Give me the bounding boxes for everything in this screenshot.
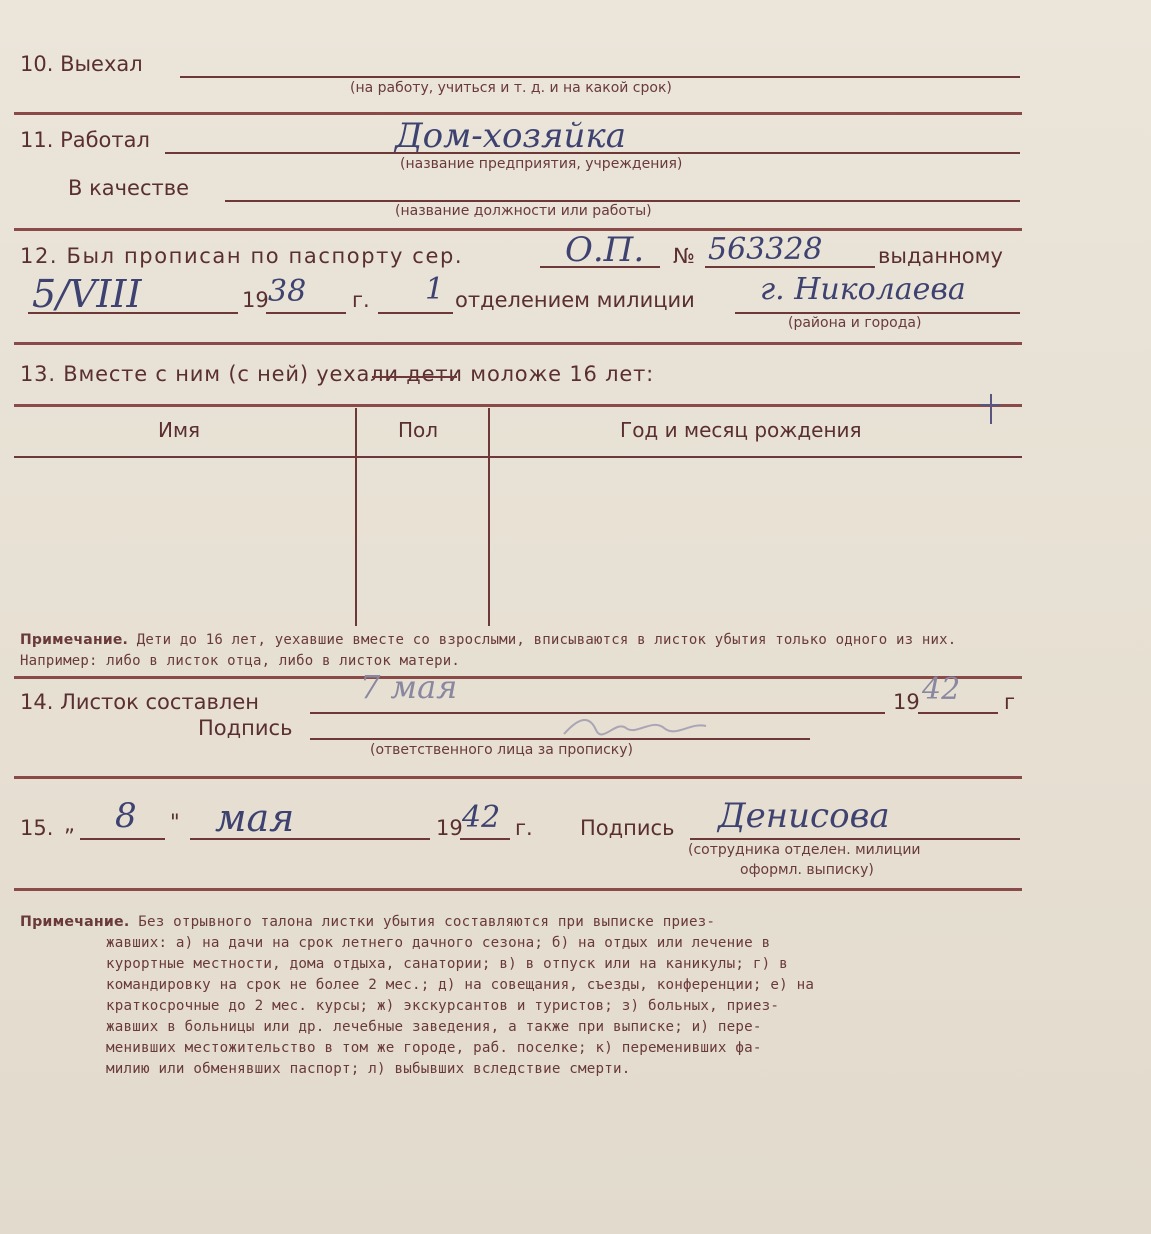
dept-label: отделением милиции xyxy=(455,288,695,312)
section-14-caption: (ответственного лица за прописку) xyxy=(370,742,633,758)
workplace-handwritten: Дом-хозяйка xyxy=(395,116,626,156)
issue-date-handwritten: 5/VIII xyxy=(32,272,142,316)
city-line xyxy=(735,312,1020,314)
section-10-label: 10. Выехал xyxy=(20,52,143,76)
composed-year-line xyxy=(918,712,998,714)
divider xyxy=(14,112,1022,115)
issue-year-line xyxy=(266,312,346,314)
note-2-line-0: Примечание. Без отрывного талона листки убытия составляются при выписке приез- xyxy=(20,914,716,930)
dept-number-line xyxy=(378,312,453,314)
issue-year-label: г. xyxy=(352,288,370,312)
divider xyxy=(14,776,1022,779)
section-11-label: 11. Работал xyxy=(20,128,150,152)
note-2 xyxy=(20,912,1035,1080)
passport-series-handwritten: О.П. xyxy=(565,230,645,270)
section-14-label: 14. Листок составлен xyxy=(20,690,259,714)
divider xyxy=(14,888,1022,891)
note-1-title: Примечание. xyxy=(20,632,129,648)
section-15-label: 15. xyxy=(20,816,54,840)
number-sign: № xyxy=(673,244,695,268)
position-label: В качестве xyxy=(68,176,190,200)
signature-line-15 xyxy=(690,838,1020,840)
col-header-name: Имя xyxy=(158,418,201,442)
table-header-border xyxy=(14,456,1022,458)
section-12-label: 12. Был прописан по паспорту сер. xyxy=(20,244,464,268)
table-divider xyxy=(488,408,490,626)
section-10-line xyxy=(180,76,1020,78)
table-top-border xyxy=(14,404,1022,407)
day-handwritten: 8 xyxy=(115,796,137,836)
note-2-line-7: милию или обменявших паспорт; л) выбывших вследствие смерти. xyxy=(106,1061,631,1077)
issue-year-prefix: 19 xyxy=(242,288,269,312)
city-handwritten: г. Николаева xyxy=(760,272,966,307)
signature-label-15: Подпись xyxy=(580,816,675,840)
position-line xyxy=(225,200,1020,202)
plus-mark xyxy=(990,394,992,424)
divider xyxy=(14,342,1022,345)
section-10-caption: (на работу, учиться и т. д. и на какой срок) xyxy=(350,80,672,96)
signature-scribble-14 xyxy=(560,712,710,740)
section-12-caption: (района и города) xyxy=(788,315,922,331)
year-handwritten-15: 42 xyxy=(462,800,501,835)
month-handwritten: мая xyxy=(215,796,295,840)
strikethrough xyxy=(372,376,457,378)
signature-label-14: Подпись xyxy=(198,716,293,740)
note-1 xyxy=(20,630,1030,672)
quote-close: " xyxy=(170,810,180,834)
year-line-15 xyxy=(460,838,510,840)
note-2-line-5: жавших в больницы или др. лечебные заведения, а также при выписке; и) пере- xyxy=(106,1019,762,1035)
day-line xyxy=(80,838,165,840)
year-prefix-15: 19 xyxy=(436,816,463,840)
section-15-caption-1: (сотрудника отделен. милиции xyxy=(688,842,921,858)
year-label-15: г. xyxy=(515,816,533,840)
col-header-sex: Пол xyxy=(398,418,439,442)
note-2-line-3: командировку на срок не более 2 мес.; д) на совещания, съезды, конференции; е) на xyxy=(106,977,815,993)
officer-signature: Денисова xyxy=(718,796,890,836)
note-1-text: Дети до 16 лет, уехавшие вместе со взрослыми, вписываются в листок убытия только одного из них. Например: либо в листок отца, либо в листок матери. xyxy=(20,632,957,669)
issued-label: выданному xyxy=(878,244,1003,268)
composed-year-prefix: 19 xyxy=(893,690,920,714)
note-2-line-1: жавших: а) на дачи на срок летнего дачного сезона; б) на отдых или лечение в xyxy=(106,935,771,951)
composed-year-label: г xyxy=(1004,690,1016,714)
note-2-line-6: менивших местожительство в том же городе, раб. поселке; к) переменивших фа- xyxy=(106,1040,762,1056)
section-13-label: 13. Вместе с ним (с ней) уехали дети моложе 16 лет: xyxy=(20,362,655,386)
note-2-line-2: курортные местности, дома отдыха, санатории; в) в отпуск или на каникулы; г) в xyxy=(106,956,788,972)
section-15-caption-2: оформл. выписку) xyxy=(740,862,874,878)
col-header-birth: Год и месяц рождения xyxy=(620,418,862,442)
note-2-line-4: краткосрочные до 2 мес. курсы; ж) экскурсантов и туристов; з) больных, приез- xyxy=(106,998,780,1014)
section-11-line xyxy=(165,152,1020,154)
quote-open: „ xyxy=(64,812,75,836)
note-2-title: Примечание. xyxy=(20,914,130,930)
table-divider xyxy=(355,408,357,626)
divider xyxy=(14,228,1022,231)
composed-date-handwritten: 7 мая xyxy=(360,668,458,706)
composed-year-handwritten: 42 xyxy=(922,672,961,707)
passport-number-handwritten: 563328 xyxy=(708,232,823,267)
section-11-caption-2: (название должности или работы) xyxy=(395,203,652,219)
divider xyxy=(14,676,1022,679)
issue-date-line xyxy=(28,312,238,314)
section-11-caption-1: (название предприятия, учреждения) xyxy=(400,156,683,172)
issue-year-handwritten: 38 xyxy=(268,274,307,309)
dept-number-handwritten: 1 xyxy=(425,272,445,307)
